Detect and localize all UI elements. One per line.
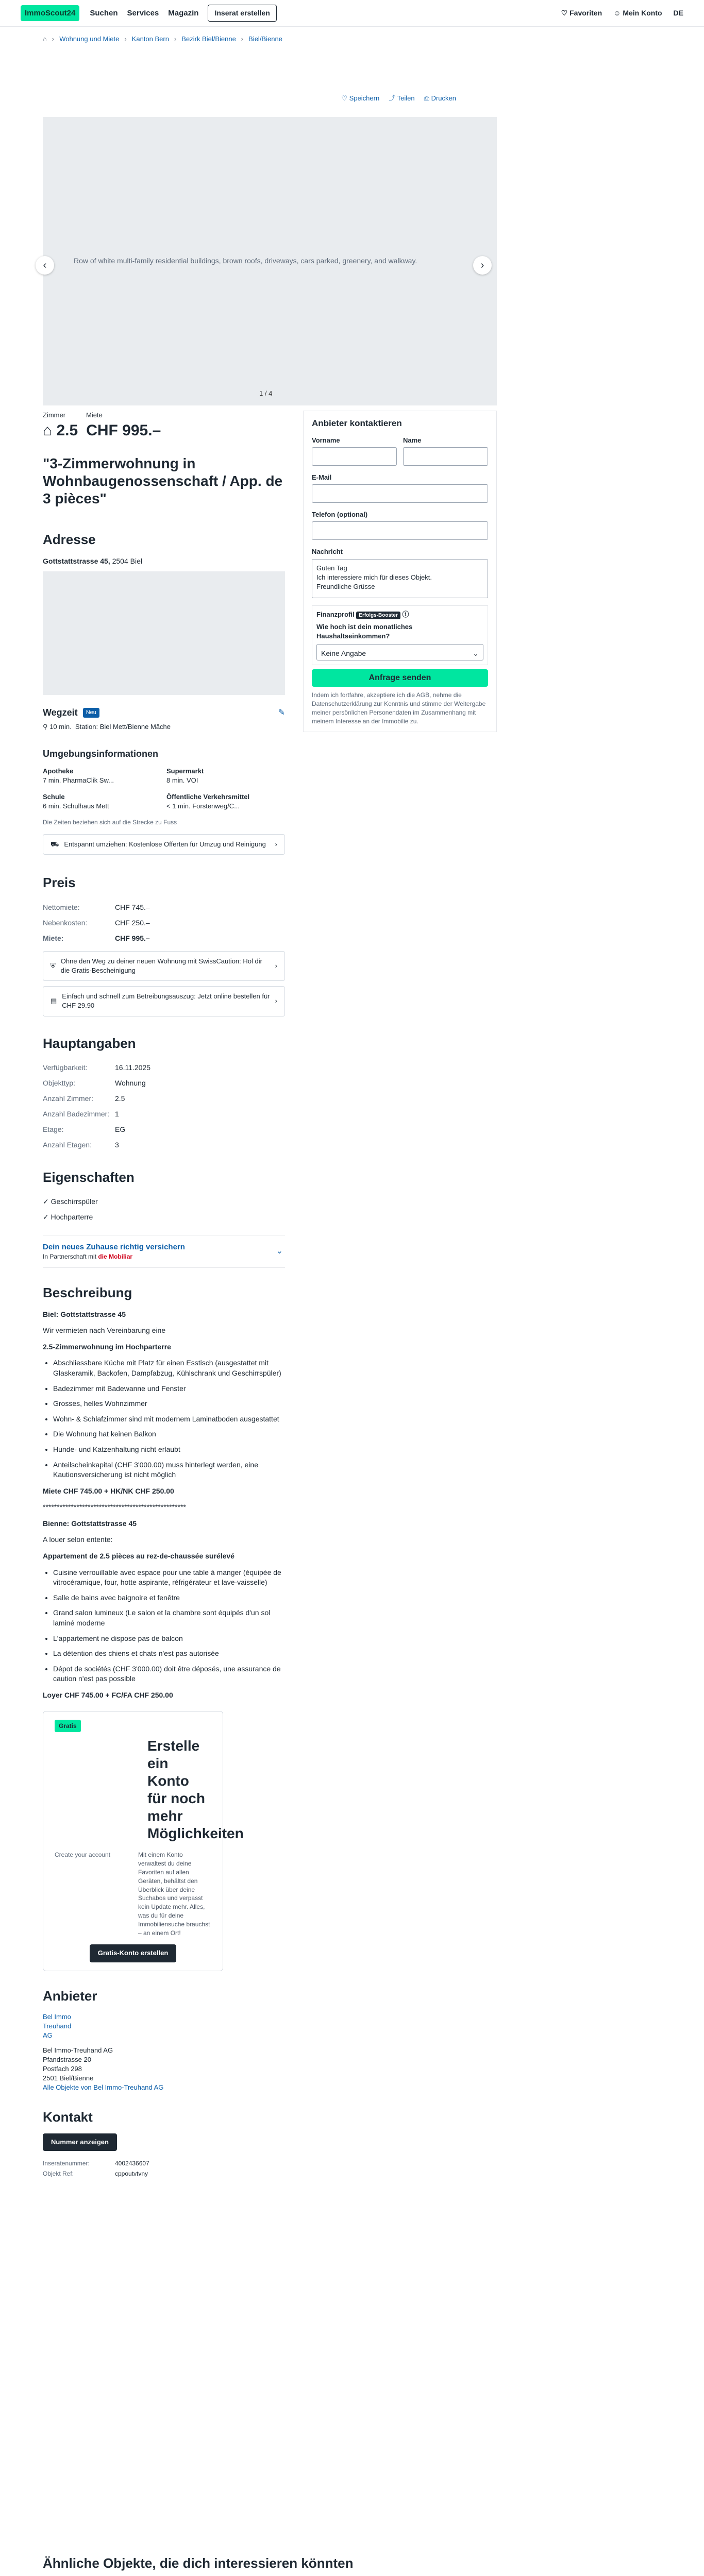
description-list-fr: • Cuisine verrouillable avec espace pour une table à manger (équipée de vitrocéramique, four, hotte aspirante, réfrigérateur et lave-vaisselle) • Salle de bains avec baignoire et fenêtre • Grand salon lumineux (Le salon et la chambre sont équipés d'un sol laminé moderne • L'appartement ne dispose pas de balcon • La détention des chiens et chats n'est pas autorisée • Dépot de sociétés (CHF 3'000.00) doit être déposés, une assurance de caution n'est pas possible bbox=[53, 1568, 285, 1684]
features-heading: Eigenschaften bbox=[43, 1170, 135, 1185]
route-station: Station: Biel Mett/Bienne Mâche bbox=[75, 723, 171, 731]
nav-search[interactable]: Suchen bbox=[90, 9, 118, 18]
chevron-down-icon: ⌄ bbox=[276, 1247, 283, 1256]
print-button[interactable]: ⎙ Drucken bbox=[424, 94, 456, 102]
last-name-input[interactable] bbox=[403, 447, 488, 466]
rent-label: Miete bbox=[86, 411, 103, 419]
nav-services[interactable]: Services bbox=[127, 9, 159, 18]
language-select[interactable]: DE bbox=[673, 8, 683, 17]
logo[interactable]: ImmoScout24 bbox=[21, 5, 79, 21]
top-bar bbox=[0, 0, 704, 27]
swisscaution-box[interactable]: ⛨ Ohne den Weg zu deiner neuen Wohnung mit SwissCaution: Hol dir die Gratis-Bescheinigung › bbox=[43, 951, 285, 981]
heart-icon: ♡ bbox=[561, 8, 570, 17]
similar-heading: Ähnliche Objekte, die dich interessieren könnten bbox=[43, 2555, 354, 2571]
description-list-de: • Abschliessbare Küche mit Platz für einen Esstisch (ausgestattet mit Glaskeramik, Backofen, Dampfabzug, Kühlschrank und Geschirrspüler) • Badezimmer mit Badewanne und Fenster • Grosses, helles Wohnzimmer • Wohn- & Schlafzimmer sind mit modernem Laminatboden ausgestattet • Die Wohnung hat keinen Balkon • Hunde- und Katzenhaltung nicht erlaubt • Anteilscheinkapital (CHF 3'000.00) muss hinterlegt werden, eine Kautionsversicherung ist nicht möglich bbox=[53, 1358, 285, 1480]
breadcrumb: ⌂ › Wohnung und Miete › Kanton Bern › Bezirk Biel/Bienne › Biel/Bienne bbox=[43, 27, 661, 52]
content bbox=[43, 27, 661, 2576]
create-listing-button[interactable]: Inserat erstellen bbox=[208, 5, 276, 22]
check-icon: ✓ bbox=[43, 1213, 51, 1222]
document-icon: ▤ bbox=[51, 997, 57, 1005]
contact-heading: Kontakt bbox=[43, 2109, 93, 2125]
breadcrumb-item[interactable]: Bezirk Biel/Bienne bbox=[181, 35, 236, 43]
mobiliar-logo: die Mobiliar bbox=[98, 1253, 133, 1261]
gallery-image-alt: Row of white multi-family residential buildings, brown roofs, driveways, cars parked, greenery, and walkway. bbox=[74, 257, 417, 265]
free-badge: Gratis bbox=[55, 1720, 81, 1733]
promo-text: Mit einem Konto verwaltest du deine Favoriten auf allen Geräten, behältst den Überblick über deine Suchabos und verpasst kein Update mehr. Alles, was du für deine Immobiliensuche brauchst – an einem Ort! bbox=[138, 1851, 210, 1937]
account-link[interactable]: ☺ Mein Konto bbox=[613, 8, 662, 17]
map-preview[interactable] bbox=[43, 571, 285, 695]
listing-actions bbox=[341, 94, 456, 103]
edit-icon[interactable]: ✎ bbox=[278, 708, 285, 717]
rent-value: CHF 995.– bbox=[86, 422, 161, 439]
provider-heading: Anbieter bbox=[43, 1988, 97, 2004]
account-promo bbox=[43, 1711, 244, 1971]
income-select[interactable]: Keine Angabe ⌄ bbox=[316, 644, 483, 660]
main-info-heading: Hauptangaben bbox=[43, 1035, 136, 1051]
description-heading: Beschreibung bbox=[43, 1285, 132, 1301]
image-gallery[interactable] bbox=[43, 117, 497, 405]
gallery-prev-arrow[interactable]: ‹ bbox=[36, 256, 54, 275]
new-badge: Neu bbox=[83, 708, 99, 718]
surroundings-note: Die Zeiten beziehen sich auf die Strecke zu Fuss bbox=[43, 819, 177, 826]
create-account-button[interactable]: Gratis-Konto erstellen bbox=[90, 1944, 177, 1962]
heart-icon: ♡ bbox=[341, 94, 349, 102]
provider-logo[interactable]: Bel Immo Treuhand AG bbox=[43, 2012, 72, 2040]
surroundings-grid: Apotheke 7 min. PharmaClik Sw... Supermarkt 8 min. VOI Schule 6 min. Schulhaus Mett Öffentliche Verkehrsmittel < 1 min. Forstenweg/C... bbox=[43, 767, 250, 810]
print-icon: ⎙ bbox=[424, 94, 431, 102]
provider-all-listings-link[interactable]: Alle Objekte von Bel Immo-Treuhand AG bbox=[43, 2083, 164, 2091]
gallery-next-arrow[interactable]: › bbox=[473, 256, 492, 275]
show-number-button[interactable]: Nummer anzeigen bbox=[43, 2133, 117, 2151]
truck-icon: ⛟ bbox=[51, 840, 59, 849]
share-icon: ⤴ bbox=[389, 94, 397, 102]
route-minutes: 10 min. bbox=[49, 723, 72, 731]
share-button[interactable]: ⤴ Teilen bbox=[389, 94, 415, 102]
chevron-right-icon: › bbox=[275, 961, 277, 970]
listing-title: "3-Zimmerwohnung in Wohnbaugenossenschaft / App. de 3 pièces" bbox=[43, 455, 283, 507]
gallery-counter: 1 / 4 bbox=[259, 389, 273, 397]
contact-form-panel: Anbieter kontaktieren Vorname Name E-Mail Telefon (optional) Nachricht Guten Tag Ich interessiere mich für dieses Objekt. Freundliche Grüsse Finanzprofil Erfolgs-Booster ⓘ Wie hoch ist dein monatliches Haushaltseinkommen? Keine Angabe ⌄ Anfrage senden Indem ich fortfahre, akzeptiere ich die AGB, nehme die Datenschutzerklärung zur Kenntnis und stimme der Weitergabe meiner persönlichen Personendaten im Zusammenhang mit meinem Interesse an der Immobilie zu. bbox=[303, 411, 497, 732]
chevron-right-icon: › bbox=[275, 997, 277, 1005]
chevron-right-icon: › bbox=[275, 840, 277, 849]
message-textarea[interactable]: Guten Tag Ich interessiere mich für dieses Objekt. Freundliche Grüsse bbox=[312, 559, 488, 598]
nav-magazine[interactable]: Magazin bbox=[168, 9, 199, 18]
walk-icon: ⚲ bbox=[43, 723, 50, 731]
price-heading: Preis bbox=[43, 875, 76, 891]
check-icon: ✓ bbox=[43, 1197, 51, 1206]
debt-record-box[interactable]: ▤ Einfach und schnell zum Betreibungsauszug: Jetzt online bestellen für CHF 29.90 › bbox=[43, 986, 285, 1016]
finance-profile: Finanzprofil Erfolgs-Booster ⓘ Wie hoch ist dein monatliches Haushaltseinkommen? Keine Angabe ⌄ bbox=[312, 605, 488, 666]
shield-icon: ⛨ bbox=[51, 961, 56, 970]
move-offer-box[interactable]: ⛟ Entspannt umziehen: Kostenlose Offerten für Umzug und Reinigung › bbox=[43, 834, 285, 855]
house-icon: ⌂ bbox=[43, 422, 57, 439]
breadcrumb-item[interactable]: Biel/Bienne bbox=[248, 35, 282, 43]
similar-section bbox=[43, 2554, 661, 2576]
home-icon[interactable]: ⌂ bbox=[43, 35, 47, 43]
first-name-input[interactable] bbox=[312, 447, 397, 466]
address-street: Gottstattstrasse 45, bbox=[43, 556, 110, 565]
rooms-label: Zimmer bbox=[43, 411, 66, 419]
favorites-link[interactable]: ♡ Favoriten bbox=[561, 8, 602, 17]
main-column: Zimmer Miete ⌂ 2.5 CHF 995.– "3-Zimmerwohnung in Wohnbaugenossenschaft / App. de 3 pièces" Adresse Gottstattstrasse 45, 2504 Biel Wegzeit Neu ✎ ⚲ 10 min. Station: Biel Mett/Bienne Mâche Umgebungsinformationen Apotheke 7 min. PharmaClik Sw... Supermarkt 8 min. VOI Schule 6 min. Schulhaus Mett Öffentliche Verkehrsmittel < 1 min. Forstenweg/C... Die Zeiten beziehen sich auf die Strecke zu Fuss ⛟ Entspannt umziehen: Kostenlose Offerten für Umzug und Reinigung › Preis Nettomiete: CHF 745.– Nebenkosten: CHF 250.– Miete: CHF 995.– ⛨ Ohne den Weg zu deiner neuen Wohnung mit SwissCaution: Hol dir die Gratis-Bescheinigung › ▤ Einfach und schnell zum Betreibungsauszug: Jetzt online bestellen für CHF 29.90 › Hauptangaben Verfügbarkeit: 16.11.2025 Objekttyp: Wohnung Anzahl Zimmer: 2.5 Anzahl Badezimmer: 1 Etage: EG Anzahl Etagen: 3 Eigenschaften ✓ Geschirrspüler ✓ Hochparterre Dein neues Zuhause richtig versichern In Partnerschaft mit die Mobiliar ⌄ Beschreibung Biel: Gottstattstrasse 45 Wir vermieten nach Vereinbarung eine 2.5-Zimmerwohnung im Hochparterre • Abschliessbare Küche mit Platz für einen Esstisch (ausgestattet mit Glaskeramik, Backofen, Dampfabzug, Kühlschrank und Geschirrspüler) • Badezimmer mit Badewanne und Fenster • Grosses, helles Wohnzimmer • Wohn- & Schlafzimmer sind mit modernem Laminatboden ausgestattet • Die Wohnung hat keinen Balkon • Hunde- und Katzenhaltung nicht erlaubt • Anteilscheinkapital (CHF 3'000.00) muss hinterlegt werden, eine Kautionsversicherung ist nicht möglich Miete CHF 745.00 + HK/NK CHF 250.00 *************************************************** Bienne: Gottstattstrasse 45 A louer selon entente: Appartement de 2.5 pièces au rez-de-chaussée surélevé • Cuisine verrouillable avec espace pour une table à manger (équipée de vitrocéramique, four, hotte aspirante, réfrigérateur et lave-vaisselle) • Salle de bains avec baignoire et fenêtre • Grand salon lumineux (Le salon et la chambre sont équipés d'un sol laminé moderne • L'appartement ne dispose pas de balcon • La détention des chiens et chats n'est pas autorisée • Dépot de sociétés (CHF 3'000.00) doit être déposés, une assurance de caution n'est pas possible Loyer CHF 745.00 + FC/FA CHF 250.00 Gratis Erstelle ein Konto für noch mehr Möglichkeiten Create your account Mit einem Konto verwaltest du deine Favoriten auf allen Geräten, behältst den Überblick über deine Suchabos und verpasst kein Update mehr. Alles, was du für deine Immobiliensuche brauchst – an einem Ort! Gratis-Konto erstellen Anbieter Bel Immo Treuhand AG Bel Immo-Treuhand AG Pfandstrasse 20 Postfach 298 2501 Biel/Bienne Alle Objekte von Bel Immo-Treuhand AG Kontakt Nummer anzeigen Inseratenummer: 4002436607 Objekt Ref: cppoutvtvny bbox=[43, 411, 285, 2179]
user-icon: ☺ bbox=[613, 8, 623, 17]
send-request-button[interactable]: Anfrage senden bbox=[312, 669, 488, 687]
promo-image: Create your account bbox=[55, 1851, 111, 1859]
address-city: 2504 Biel bbox=[112, 556, 142, 565]
privacy-note: Indem ich fortfahre, akzeptiere ich die AGB, nehme die Datenschutzerklärung zur Kenntnis und stimme der Weitergabe meiner persönlichen Personendaten im Zusammenhang mit meinem Interesse an der Immobilie zu. bbox=[312, 691, 486, 725]
breadcrumb-item[interactable]: Wohnung und Miete bbox=[59, 35, 120, 43]
phone-input[interactable] bbox=[312, 521, 488, 540]
rooms-value: ⌂ 2.5 bbox=[43, 422, 78, 439]
save-button[interactable]: ♡ Speichern bbox=[341, 94, 380, 102]
promo-title: Erstelle ein Konto für noch mehr Möglichkeiten bbox=[147, 1738, 244, 1842]
route-heading: Wegzeit bbox=[43, 707, 78, 718]
email-input[interactable] bbox=[312, 484, 488, 503]
address-heading: Adresse bbox=[43, 532, 96, 548]
surroundings-heading: Umgebungsinformationen bbox=[43, 748, 158, 759]
insurance-teaser[interactable]: Dein neues Zuhause richtig versichern In Partnerschaft mit die Mobiliar ⌄ bbox=[43, 1235, 285, 1268]
main-nav bbox=[90, 5, 277, 22]
breadcrumb-item[interactable]: Kanton Bern bbox=[131, 35, 169, 43]
contact-panel-title: Anbieter kontaktieren bbox=[312, 418, 402, 428]
